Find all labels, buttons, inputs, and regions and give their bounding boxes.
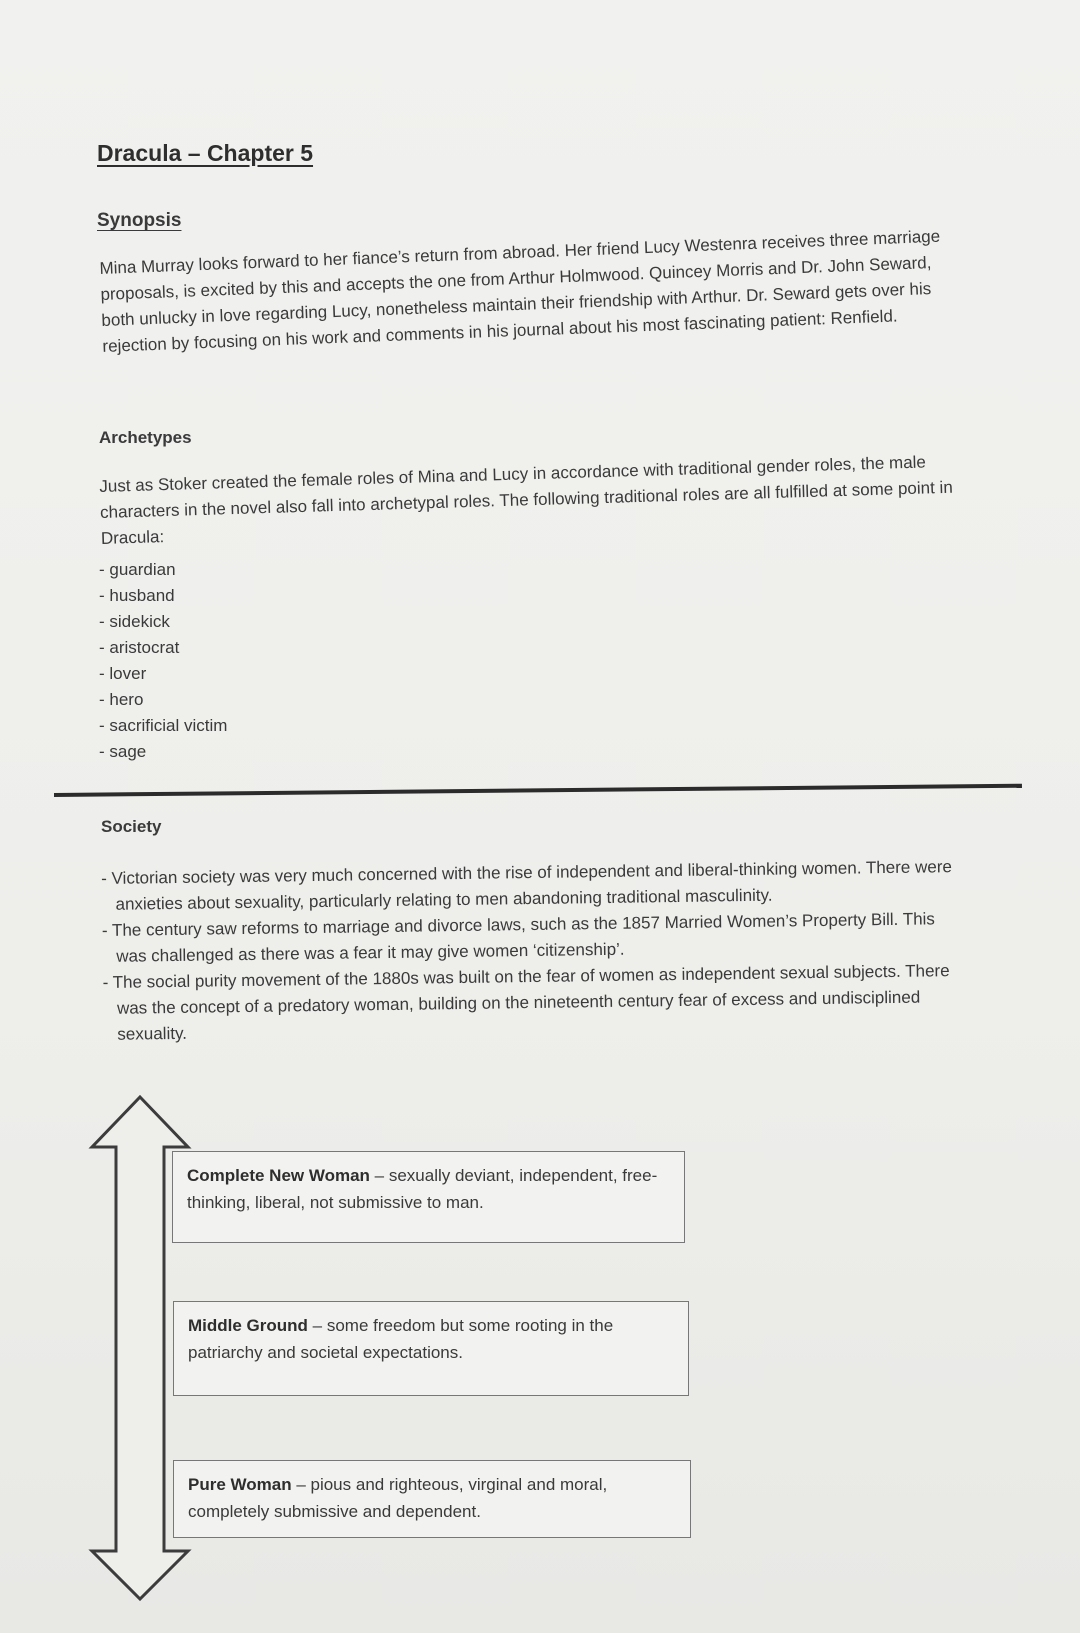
box-description: – sexually deviant, independent, free-thinking, liberal, not submissive to man. <box>187 1166 658 1212</box>
archetypes-heading: Archetypes <box>99 428 192 447</box>
list-item: - sage <box>99 742 147 761</box>
list-item: - aristocrat <box>99 638 180 657</box>
archetype-role-list <box>99 557 227 765</box>
box-description: – some freedom but some rooting in the patriarchy and societal expectations. <box>188 1316 614 1362</box>
list-item: - The century saw reforms to marriage and divorce laws, such as the 1857 Married Women’s Property Bill. This was challenged as there was a fear it may give women ‘citizenship’. <box>102 906 958 970</box>
list-item: - sacrificial victim <box>99 716 228 735</box>
list-item: - Victorian society was very much concerned with the rise of independent and liberal-thinking women. There were anxieties about sexuality, particularly relating to men abandoning traditional masculinity. <box>101 854 957 918</box>
section-divider <box>54 784 1022 797</box>
society-heading: Society <box>101 817 162 836</box>
box-term: Pure Woman <box>188 1475 292 1494</box>
list-item: - hero <box>99 690 144 709</box>
list-item: - The social purity movement of the 1880s was built on the fear of women as independent sexual subjects. There was the concept of a predatory woman, building on the nineteenth century fear of excess and undisciplined sexuality. <box>102 958 958 1048</box>
box-term: Complete New Woman <box>187 1166 370 1185</box>
page-title: Dracula – Chapter 5 <box>97 140 314 166</box>
list-item: - guardian <box>99 560 176 579</box>
list-item: - lover <box>99 664 147 683</box>
list-item: - sidekick <box>99 612 170 631</box>
spectrum-box-middle-ground <box>173 1301 689 1396</box>
box-description: – pious and righteous, virginal and moral, completely submissive and dependent. <box>188 1475 608 1521</box>
list-item: - husband <box>99 586 175 605</box>
synopsis-paragraph: Mina Murray looks forward to her fiance’s return from abroad. Her friend Lucy Westenra receives three marriage proposals, is excited by this and accepts the one from Arthur Holmwood. Quincey Morris and Dr. John Seward, both unlucky in love regarding Lucy, nonetheless maintain their friendship with Arthur. Dr. Seward gets over his rejection by focusing on his work and comments in his journal about his most fascinating patient: Renfield. <box>99 226 941 356</box>
archetypes-intro: Just as Stoker created the female roles of Mina and Lucy in accordance with traditional gender roles, the male characters in the novel also fall into archetypal roles. The following traditional roles are all fulfilled at some point in Dracula: <box>99 452 954 548</box>
society-point-list <box>101 854 958 1048</box>
box-term: Middle Ground <box>188 1316 308 1335</box>
spectrum-box-new-woman <box>172 1151 685 1243</box>
synopsis-heading: Synopsis <box>97 210 182 231</box>
spectrum-box-pure-woman <box>173 1460 691 1538</box>
